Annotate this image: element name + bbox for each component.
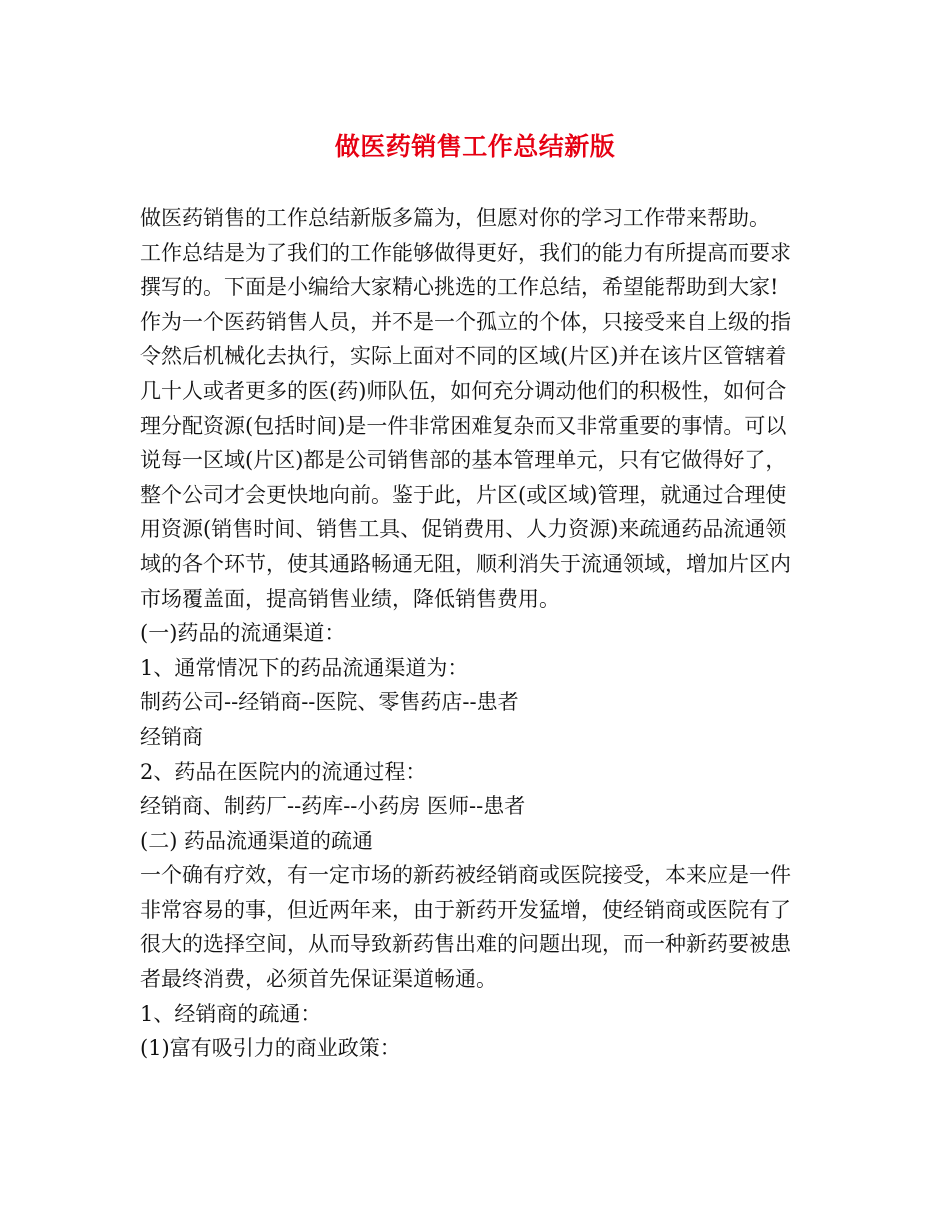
body-line: 非常容易的事，但近两年来，由于新药开发猛增，使经销商或医院有了	[140, 897, 791, 922]
body-line: 说每一区域(片区)都是公司销售部的基本管理单元，只有它做得好了，	[140, 448, 787, 473]
body-line: 1、经销商的疏通：	[140, 1001, 322, 1026]
body-line: 制药公司--经销商--医院、零售药店--患者	[140, 690, 519, 715]
body-line: 做医药销售的工作总结新版多篇为，但愿对你的学习工作带来帮助。	[140, 206, 770, 230]
body-line: 1、通常情况下的药品流通渠道为：	[140, 655, 469, 680]
document-title: 做医药销售工作总结新版	[334, 132, 616, 161]
body-line: 作为一个医药销售人员，并不是一个孤立的个体，只接受来自上级的指	[140, 309, 791, 334]
document-body	[140, 201, 815, 1066]
body-line: 令然后机械化去执行，实际上面对不同的区域(片区)并在该片区管辖着	[140, 344, 787, 369]
body-line: 工作总结是为了我们的工作能够做得更好，我们的能力有所提高而要求	[140, 240, 791, 265]
body-line: 撰写的。下面是小编给大家精心挑选的工作总结，希望能帮助到大家!	[140, 275, 779, 300]
body-line: 市场覆盖面，提高销售业绩，降低销售费用。	[140, 586, 560, 611]
body-line: 很大的选择空间，从而导致新药售出难的问题出现，而一种新药要被患	[140, 932, 791, 957]
body-line: 经销商	[140, 724, 203, 749]
body-line: (1)富有吸引力的商业政策：	[140, 1036, 401, 1061]
body-line: 者最终消费，必须首先保证渠道畅通。	[140, 967, 497, 992]
body-line: 经销商、制药厂--药库--小药房 医师--患者	[140, 794, 526, 819]
body-line: 域的各个环节，使其通路畅通无阻，顺利消失于流通领域，增加片区内	[140, 551, 791, 576]
body-line: 整个公司才会更快地向前。鉴于此，片区(或区域)管理，就通过合理使	[140, 482, 787, 507]
body-line: 用资源(销售时间、销售工具、促销费用、人力资源)来疏通药品流通领	[140, 517, 787, 542]
body-line: 几十人或者更多的医(药)师队伍，如何充分调动他们的积极性，如何合	[140, 378, 787, 403]
body-line: 理分配资源(包括时间)是一件非常困难复杂而又非常重要的事情。可以	[140, 413, 787, 438]
section-heading: (一)药品的流通渠道：	[140, 621, 346, 646]
section-heading: (二) 药品流通渠道的疏通	[140, 828, 374, 853]
body-line: 2、药品在医院内的流通过程：	[140, 759, 427, 784]
body-line: 一个确有疗效，有一定市场的新药被经销商或医院接受，本来应是一件	[140, 863, 791, 888]
